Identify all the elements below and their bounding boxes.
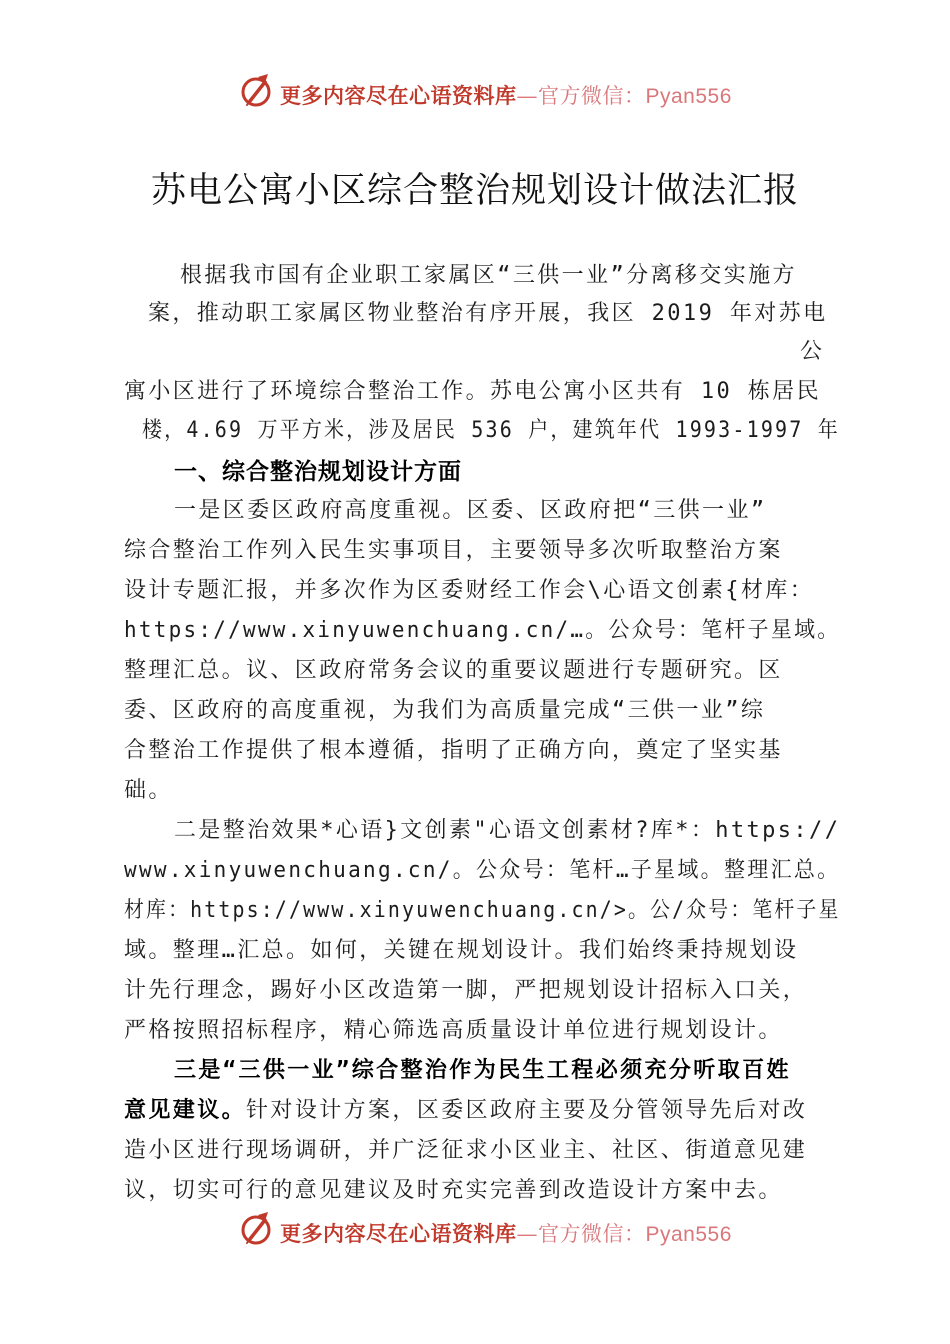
- p1-line-7: 合整治工作提供了根本遵循，指明了正确方向，奠定了坚实基: [124, 738, 783, 763]
- intro-line-5: 楼，4.69 万平方米，涉及居民 536 户，建筑年代 1993-1997 年: [142, 418, 840, 443]
- p1-line-1: 一是区委区政府高度重视。区委、区政府把“三供一业”: [174, 498, 767, 523]
- p1-line-3: 设计专题汇报，并多次作为区委财经工作会\心语文创素{材库：: [124, 578, 815, 603]
- section-heading-1: 一、综合整治规划设计方面: [174, 459, 462, 485]
- p1-line-8: 础。: [124, 778, 173, 803]
- p3-line-4: 议，切实可行的意见建议及时充实完善到改造设计方案中去。: [124, 1178, 783, 1203]
- p2-line-4: 域。整理…汇总。如何，关键在规划设计。我们始终秉持规划设: [124, 938, 799, 963]
- p2-line-3: 材库：https://www.xinyuwenchuang.cn/>。公/众号：笔杆子星: [124, 898, 841, 923]
- document-title: 苏电公寓小区综合整治规划设计做法汇报: [150, 171, 799, 211]
- pen-logo-icon: [238, 1211, 274, 1247]
- p3-line-3: 造小区进行现场调研，并广泛征求小区业主、社区、街道意见建: [124, 1138, 808, 1163]
- watermark-lead: 更多内容尽在心语资料库: [280, 83, 517, 108]
- p3-line-1: 三是“三供一业”综合整治作为民生工程必须充分听取百姓: [174, 1058, 791, 1083]
- p3-line-2: [124, 1093, 807, 1124]
- watermark-sep: —官方微信：: [516, 1222, 646, 1246]
- p1-line-2: 综合整治工作列入民生实事项目，主要领导多次听取整治方案: [124, 538, 783, 563]
- p2-line-1: 二是整治效果*心语}文创素"心语文创素材?库*：https://: [174, 818, 841, 843]
- pen-logo-icon: [238, 73, 274, 109]
- header-watermark: [0, 72, 950, 112]
- p1-line-4: https://www.xinyuwenchuang.cn/…。公众号：笔杆子星域。: [124, 618, 841, 643]
- watermark-wechat: Pyan556: [645, 85, 732, 108]
- footer-watermark: [0, 1210, 950, 1250]
- p2-line-6: 严格按照招标程序，精心筛选高质量设计单位进行规划设计。: [124, 1018, 783, 1043]
- p1-line-5: 整理汇总。议、区政府常务会议的重要议题进行专题研究。区: [124, 658, 783, 683]
- intro-line-4: 寓小区进行了环境综合整治工作。苏电公寓小区共有 10 栋居民: [124, 379, 821, 404]
- p3-line-2-rest: 针对设计方案，区委区政府主要及分管领导先后对改: [246, 1098, 808, 1123]
- p1-line-6: 委、区政府的高度重视，为我们为高质量完成“三供一业”综: [124, 698, 766, 723]
- p2-line-5: 计先行理念，踢好小区改造第一脚，严把规划设计招标入口关，: [124, 978, 808, 1003]
- watermark-wechat: Pyan556: [645, 1223, 732, 1246]
- watermark-text: [280, 80, 732, 110]
- intro-line-3: 公: [800, 339, 825, 364]
- p2-line-2: www.xinyuwenchuang.cn/。公众号：笔杆…子星域。整理汇总。: [124, 858, 841, 883]
- intro-line-2: 案，推动职工家属区物业整治有序开展，我区 2019 年对苏电: [148, 301, 828, 326]
- watermark-sep: —官方微信：: [516, 84, 646, 108]
- watermark-text: [280, 1218, 732, 1248]
- intro-line-1: 根据我市国有企业职工家属区“三供一业”分离移交实施方: [180, 263, 797, 288]
- p3-line-2-bold: 意见建议。: [124, 1098, 247, 1123]
- watermark-lead: 更多内容尽在心语资料库: [280, 1221, 517, 1246]
